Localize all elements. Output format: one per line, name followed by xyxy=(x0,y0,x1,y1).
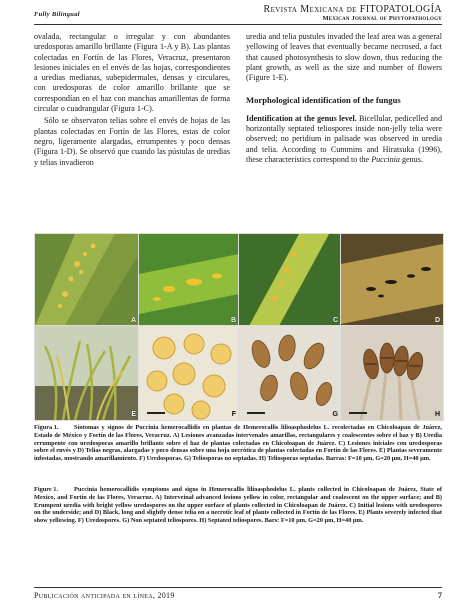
panel-g-image xyxy=(239,326,341,420)
running-header-right xyxy=(264,4,442,22)
figure-1 xyxy=(34,233,442,419)
footer-publication-note: Publicación anticipada en línea, 2019 xyxy=(34,591,175,600)
paragraph-end: genus. xyxy=(399,154,423,164)
header-rule xyxy=(34,24,442,25)
left-column xyxy=(34,32,230,170)
panel-c-image xyxy=(239,234,341,326)
panel-d-image xyxy=(341,234,443,326)
figure-panel-a xyxy=(34,233,140,327)
figure-panel-b xyxy=(138,233,240,327)
figure-panel-h xyxy=(340,325,444,421)
run-in-heading: Identification at the genus level. xyxy=(246,113,357,123)
figure-panel-d xyxy=(340,233,444,327)
paragraph: ovalada, rectangular o irregular y con abundantes uredosporas amarillo brillante (Figura 1-A y B). Las plantas colectadas en Fortín de las Flores, Veracruz, presentaron lesiones iniciales en el envés de las hojas, correspondientes a uredias medianas, subepidermales, densas y circulares, con uredosporas de color amarillo brillante que se correspondían en el haz con manchas amarillentas de forma circular o cuadrangular (Figura 1-C). xyxy=(34,32,230,114)
figure-caption-en xyxy=(34,486,442,525)
caption-text: Síntomas y signos de Puccinia hemerocallidis en plantas de Hemerocallis lilioasphodelus L. recolectadas en Chicoloapan de Juárez, Estado de México y Fortín de las Flores, Veracruz. A) Lesiones avanzadas intervenales amarillas, rectangulares y coalescentes sobre el haz y B) Uredia errumpente con uredosporas amarillo brillante sobre el haz de plantas colectadas en Chicoloapan de Juárez. C) Lesiones iniciales con uredosporas sobre el envés y D) Telias negras, alargadas y poco densas sobre una hoja necrótica de plantas colectadas en Fortín de las Flores. E) Plantas severamente infestadas, mostrando amarillamiento. F) Uredosporas. G) Teliosporas no septadas. H) Teliosporas septadas. Barras: F=10 µm, G=20 µm, H=40 µm. xyxy=(34,424,442,463)
page-number: 7 xyxy=(438,591,442,600)
figure-panel-g xyxy=(238,325,342,421)
journal-title: Revista Mexicana de FITOPATOLOGÍA xyxy=(263,4,442,15)
paragraph-body: Bicellular, pedicelled and horizontally septated teliospores inside non-jelly telia were observed; no peridium in palisade was observed in uredia and telia. According to Cummins and Hiratsuka (1996), these characteristics correspond to the xyxy=(246,113,443,164)
right-column xyxy=(246,32,442,167)
footer-rule xyxy=(34,587,442,588)
paragraph: uredia and telia pustules invaded the leaf area was a general yellowing of leaves that eventually became necrosed, a fact that caused photosynthesis to slow down, thus reducing the plant growth, as well as the size and number of flowers (Figure 1-E). xyxy=(246,32,442,83)
panel-a-image xyxy=(35,234,139,326)
figure-panel-c xyxy=(238,233,342,327)
journal-subtitle: Mexican Journal of Phytopathology xyxy=(322,15,442,22)
figure-panel-e xyxy=(34,325,140,421)
caption-number: Figura 1. xyxy=(34,424,59,431)
panel-label: F xyxy=(231,411,236,418)
caption-text: Puccinia hemerocallidis symptoms and signs in Hemerocallis lilioasphodelus L. plants collected in Chicoloapan de Juárez, State of Mexico, and Fortín de las Flores, Veracruz. A) Interveinal advanced lesions yellow in color, rectangular and coalescent on the upper surface; and B) Erumpent uredia with bright yellow uredospores on the upper surface of plants collected in Chicoloapan de Juárez. C) Initial lesions with uredospores on the underside; and D) Black, long and slightly dense telia on a necrotic leaf of plants collected in Fortín de las Flores. E) Plants severely infected that show yellowing. F) Uredospores. G) Non septated teliospores. H) Septated teliospores. Bars: F=10 µm, G=20 µm, H=40 µm. xyxy=(34,486,442,525)
running-header-left: Fully Bilingual xyxy=(34,11,80,18)
panel-label: H xyxy=(434,411,440,418)
panel-h-image xyxy=(341,326,443,420)
panel-label: C xyxy=(332,317,338,324)
paragraph xyxy=(246,114,442,165)
panel-e-image xyxy=(35,326,139,420)
caption-number: Figure 1. xyxy=(34,486,59,493)
panel-label: G xyxy=(332,411,338,418)
paragraph: Sólo se observaron telias sobre el envés de hojas de las plantas colectadas en Fortín de las Flores, estas de color negro, ligeramente alargadas, errumpentes y poco densas (Figura 1-D). Se observó que cuando las pústulas de uredias y telias invadieron xyxy=(34,116,230,167)
panel-label: D xyxy=(434,317,440,324)
panel-f-image xyxy=(139,326,239,420)
figure-panel-f xyxy=(138,325,240,421)
genus-name: Puccinia xyxy=(371,154,400,164)
section-heading: Morphological identification of the fungus xyxy=(246,95,401,106)
panel-label: A xyxy=(130,317,136,324)
figure-caption-es xyxy=(34,424,442,463)
panel-label: E xyxy=(131,411,136,418)
panel-b-image xyxy=(139,234,239,326)
panel-label: B xyxy=(230,317,236,324)
